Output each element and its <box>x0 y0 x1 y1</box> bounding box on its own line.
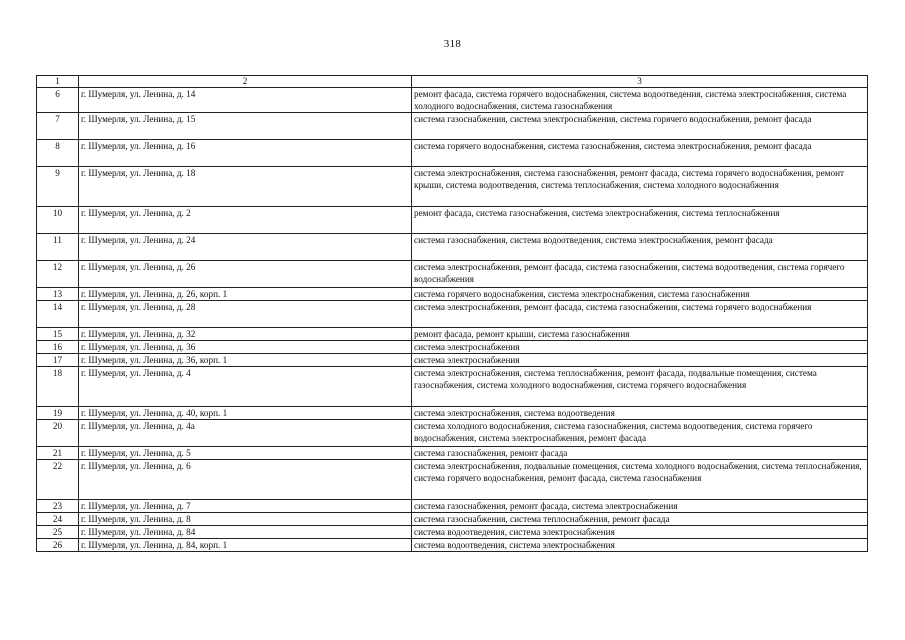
row-number: 10 <box>37 207 79 234</box>
row-address: г. Шумерля, ул. Ленина, д. 2 <box>79 207 412 234</box>
row-number: 6 <box>37 88 79 113</box>
row-works: система электроснабжения, система газоснабжения, ремонт фасада, система горячего водоснабжения, ремонт крыши, система водоотведения, система теплоснабжения, система холодного водоснабжения <box>412 167 868 207</box>
table-row <box>37 407 868 420</box>
row-number: 22 <box>37 460 79 500</box>
row-works: система электроснабжения <box>412 354 868 367</box>
row-address: г. Шумерля, ул. Ленина, д. 28 <box>79 301 412 328</box>
row-number: 24 <box>37 513 79 526</box>
row-works: система электроснабжения, ремонт фасада, система газоснабжения, система водоотведения, система горячего водоснабжения <box>412 261 868 288</box>
table-header-row <box>37 76 868 88</box>
table-row <box>37 261 868 288</box>
table-row <box>37 88 868 113</box>
table-row <box>37 420 868 447</box>
table-row <box>37 460 868 500</box>
row-address: г. Шумерля, ул. Ленина, д. 7 <box>79 500 412 513</box>
row-works: система электроснабжения, подвальные помещения, система холодного водоснабжения, система теплоснабжения, система горячего водоснабжения, ремонт фасада, система газоснабжения <box>412 460 868 500</box>
row-number: 25 <box>37 526 79 539</box>
row-number: 15 <box>37 328 79 341</box>
row-number: 26 <box>37 539 79 552</box>
row-address: г. Шумерля, ул. Ленина, д. 24 <box>79 234 412 261</box>
table-row <box>37 113 868 140</box>
table-row <box>37 539 868 552</box>
row-number: 18 <box>37 367 79 407</box>
column-header-1: 1 <box>37 76 79 88</box>
row-works: система газоснабжения, система водоотведения, система электроснабжения, ремонт фасада <box>412 234 868 261</box>
work-list-table <box>36 75 868 552</box>
row-works: система газоснабжения, ремонт фасада <box>412 447 868 460</box>
row-address: г. Шумерля, ул. Ленина, д. 15 <box>79 113 412 140</box>
table-row <box>37 354 868 367</box>
table-row <box>37 367 868 407</box>
column-header-2: 2 <box>79 76 412 88</box>
row-works: система электроснабжения, система теплоснабжения, ремонт фасада, подвальные помещения, система газоснабжения, система холодного водоснабжения, система горячего водоснабжения <box>412 367 868 407</box>
row-works: система газоснабжения, система электроснабжения, система горячего водоснабжения, ремонт фасада <box>412 113 868 140</box>
row-works: система горячего водоснабжения, система электроснабжения, система газоснабжения <box>412 288 868 301</box>
row-number: 17 <box>37 354 79 367</box>
table-row <box>37 140 868 167</box>
row-address: г. Шумерля, ул. Ленина, д. 84, корп. 1 <box>79 539 412 552</box>
row-address: г. Шумерля, ул. Ленина, д. 18 <box>79 167 412 207</box>
row-number: 19 <box>37 407 79 420</box>
row-address: г. Шумерля, ул. Ленина, д. 26, корп. 1 <box>79 288 412 301</box>
row-address: г. Шумерля, ул. Ленина, д. 4а <box>79 420 412 447</box>
table-row <box>37 341 868 354</box>
row-address: г. Шумерля, ул. Ленина, д. 36, корп. 1 <box>79 354 412 367</box>
row-address: г. Шумерля, ул. Ленина, д. 8 <box>79 513 412 526</box>
row-address: г. Шумерля, ул. Ленина, д. 40, корп. 1 <box>79 407 412 420</box>
row-works: ремонт фасада, система горячего водоснабжения, система водоотведения, система электроснабжения, система холодного водоснабжения, система газоснабжения <box>412 88 868 113</box>
row-number: 21 <box>37 447 79 460</box>
row-works: система водоотведения, система электроснабжения <box>412 539 868 552</box>
row-number: 23 <box>37 500 79 513</box>
row-address: г. Шумерля, ул. Ленина, д. 26 <box>79 261 412 288</box>
row-address: г. Шумерля, ул. Ленина, д. 4 <box>79 367 412 407</box>
row-number: 13 <box>37 288 79 301</box>
row-works: система электроснабжения, система водоотведения <box>412 407 868 420</box>
row-address: г. Шумерля, ул. Ленина, д. 84 <box>79 526 412 539</box>
table-row <box>37 500 868 513</box>
row-number: 20 <box>37 420 79 447</box>
row-works: ремонт фасада, система газоснабжения, система электроснабжения, система теплоснабжения <box>412 207 868 234</box>
row-number: 12 <box>37 261 79 288</box>
row-number: 8 <box>37 140 79 167</box>
page-number: 318 <box>443 38 462 50</box>
table-row <box>37 167 868 207</box>
row-number: 16 <box>37 341 79 354</box>
column-header-3: 3 <box>412 76 868 88</box>
row-address: г. Шумерля, ул. Ленина, д. 14 <box>79 88 412 113</box>
table-row <box>37 207 868 234</box>
row-works: система холодного водоснабжения, система газоснабжения, система водоотведения, система горячего водоснабжения, система электроснабжения, ремонт фасада <box>412 420 868 447</box>
table-row <box>37 328 868 341</box>
row-address: г. Шумерля, ул. Ленина, д. 6 <box>79 460 412 500</box>
table-row <box>37 234 868 261</box>
row-works: система газоснабжения, система теплоснабжения, ремонт фасада <box>412 513 868 526</box>
row-number: 14 <box>37 301 79 328</box>
table-row <box>37 513 868 526</box>
row-address: г. Шумерля, ул. Ленина, д. 36 <box>79 341 412 354</box>
row-works: система электроснабжения <box>412 341 868 354</box>
table-row <box>37 447 868 460</box>
row-address: г. Шумерля, ул. Ленина, д. 32 <box>79 328 412 341</box>
row-works: ремонт фасада, ремонт крыши, система газоснабжения <box>412 328 868 341</box>
row-works: система водоотведения, система электроснабжения <box>412 526 868 539</box>
row-number: 7 <box>37 113 79 140</box>
row-works: система газоснабжения, ремонт фасада, система электроснабжения <box>412 500 868 513</box>
table-row <box>37 301 868 328</box>
row-number: 9 <box>37 167 79 207</box>
row-number: 11 <box>37 234 79 261</box>
row-address: г. Шумерля, ул. Ленина, д. 16 <box>79 140 412 167</box>
table-row <box>37 526 868 539</box>
table-row <box>37 288 868 301</box>
row-works: система горячего водоснабжения, система газоснабжения, система электроснабжения, ремонт фасада <box>412 140 868 167</box>
row-address: г. Шумерля, ул. Ленина, д. 5 <box>79 447 412 460</box>
row-works: система электроснабжения, ремонт фасада, система газоснабжения, система горячего водоснабжения <box>412 301 868 328</box>
